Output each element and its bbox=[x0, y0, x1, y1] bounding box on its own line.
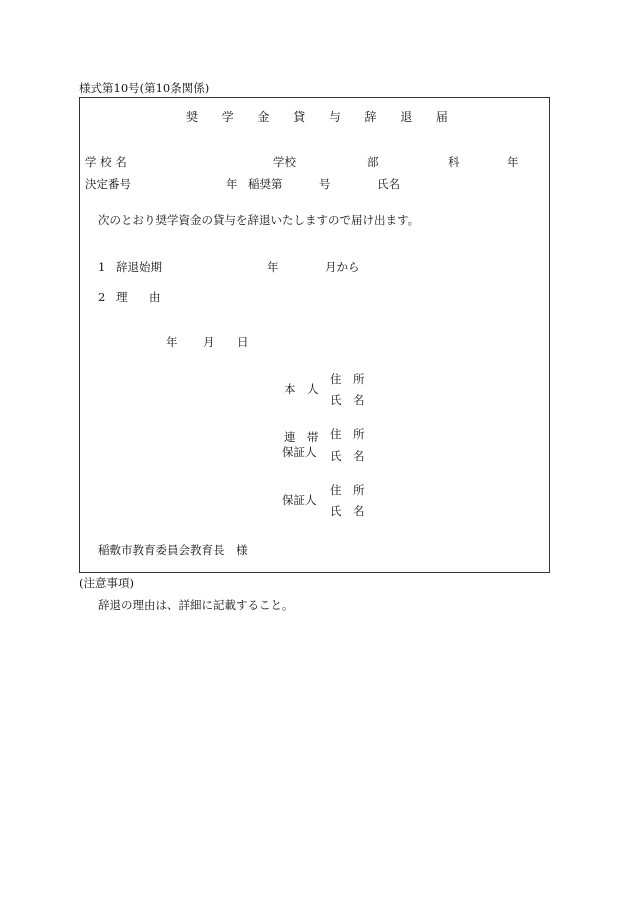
department-suffix: 部 bbox=[367, 155, 379, 169]
joint-guarantor-name-label: 氏 名 bbox=[330, 449, 365, 463]
joint-guarantor-address-label: 住 所 bbox=[330, 427, 365, 441]
item1-year-label: 年 bbox=[267, 260, 279, 274]
notes-heading: (注意事項) bbox=[79, 576, 134, 590]
title-char: 退 bbox=[400, 110, 413, 124]
course-suffix: 科 bbox=[448, 155, 460, 169]
notes-text: 辞退の理由は、詳細に記載すること。 bbox=[98, 598, 294, 612]
title-char: 金 bbox=[257, 110, 270, 124]
date-month-label: 月 bbox=[203, 335, 215, 349]
school-suffix: 学校 bbox=[273, 155, 296, 169]
item2-number: 2 bbox=[98, 290, 106, 304]
statement-text: 次のとおり奨学資金の貸与を辞退いたしますので届け出ます。 bbox=[98, 213, 420, 227]
recipient-name-label: 氏名 bbox=[377, 177, 400, 191]
guarantor-label: 保証人 bbox=[282, 493, 317, 507]
item1-month-from: 月から bbox=[325, 260, 360, 274]
title-char: 与 bbox=[328, 110, 341, 124]
date-year-label: 年 bbox=[166, 335, 178, 349]
title-char: 貸 bbox=[293, 110, 306, 124]
grade-year-suffix: 年 bbox=[507, 155, 519, 169]
form-number: 様式第10号(第10条関係) bbox=[79, 81, 210, 95]
number-suffix: 号 bbox=[319, 177, 331, 191]
date-day-label: 日 bbox=[237, 335, 249, 349]
joint-guarantor-label-line2: 保証人 bbox=[282, 445, 317, 459]
joint-guarantor-label-line1: 連 帯 bbox=[284, 430, 319, 444]
title-char: 辞 bbox=[364, 110, 377, 124]
form-title bbox=[186, 111, 448, 123]
item2-label-left: 理 bbox=[116, 290, 128, 304]
decision-year-label: 年 bbox=[226, 177, 238, 191]
addressee: 稲敷市教育委員会教育長 様 bbox=[98, 543, 248, 557]
title-char: 届 bbox=[435, 110, 448, 124]
item2-label-right: 由 bbox=[149, 290, 161, 304]
scholarship-number-prefix: 稲奨第 bbox=[248, 177, 283, 191]
item1-label: 辞退始期 bbox=[116, 260, 162, 274]
item1-number: 1 bbox=[98, 260, 106, 274]
title-char: 学 bbox=[221, 110, 234, 124]
school-name-label: 学 校 名 bbox=[85, 155, 127, 169]
applicant-name-label: 氏 名 bbox=[330, 393, 365, 407]
applicant-label: 本 人 bbox=[284, 382, 319, 396]
decision-number-label: 決定番号 bbox=[85, 177, 131, 191]
applicant-address-label: 住 所 bbox=[330, 372, 365, 386]
guarantor-name-label: 氏 名 bbox=[330, 504, 365, 518]
guarantor-address-label: 住 所 bbox=[330, 483, 365, 497]
title-char: 奨 bbox=[186, 110, 199, 124]
